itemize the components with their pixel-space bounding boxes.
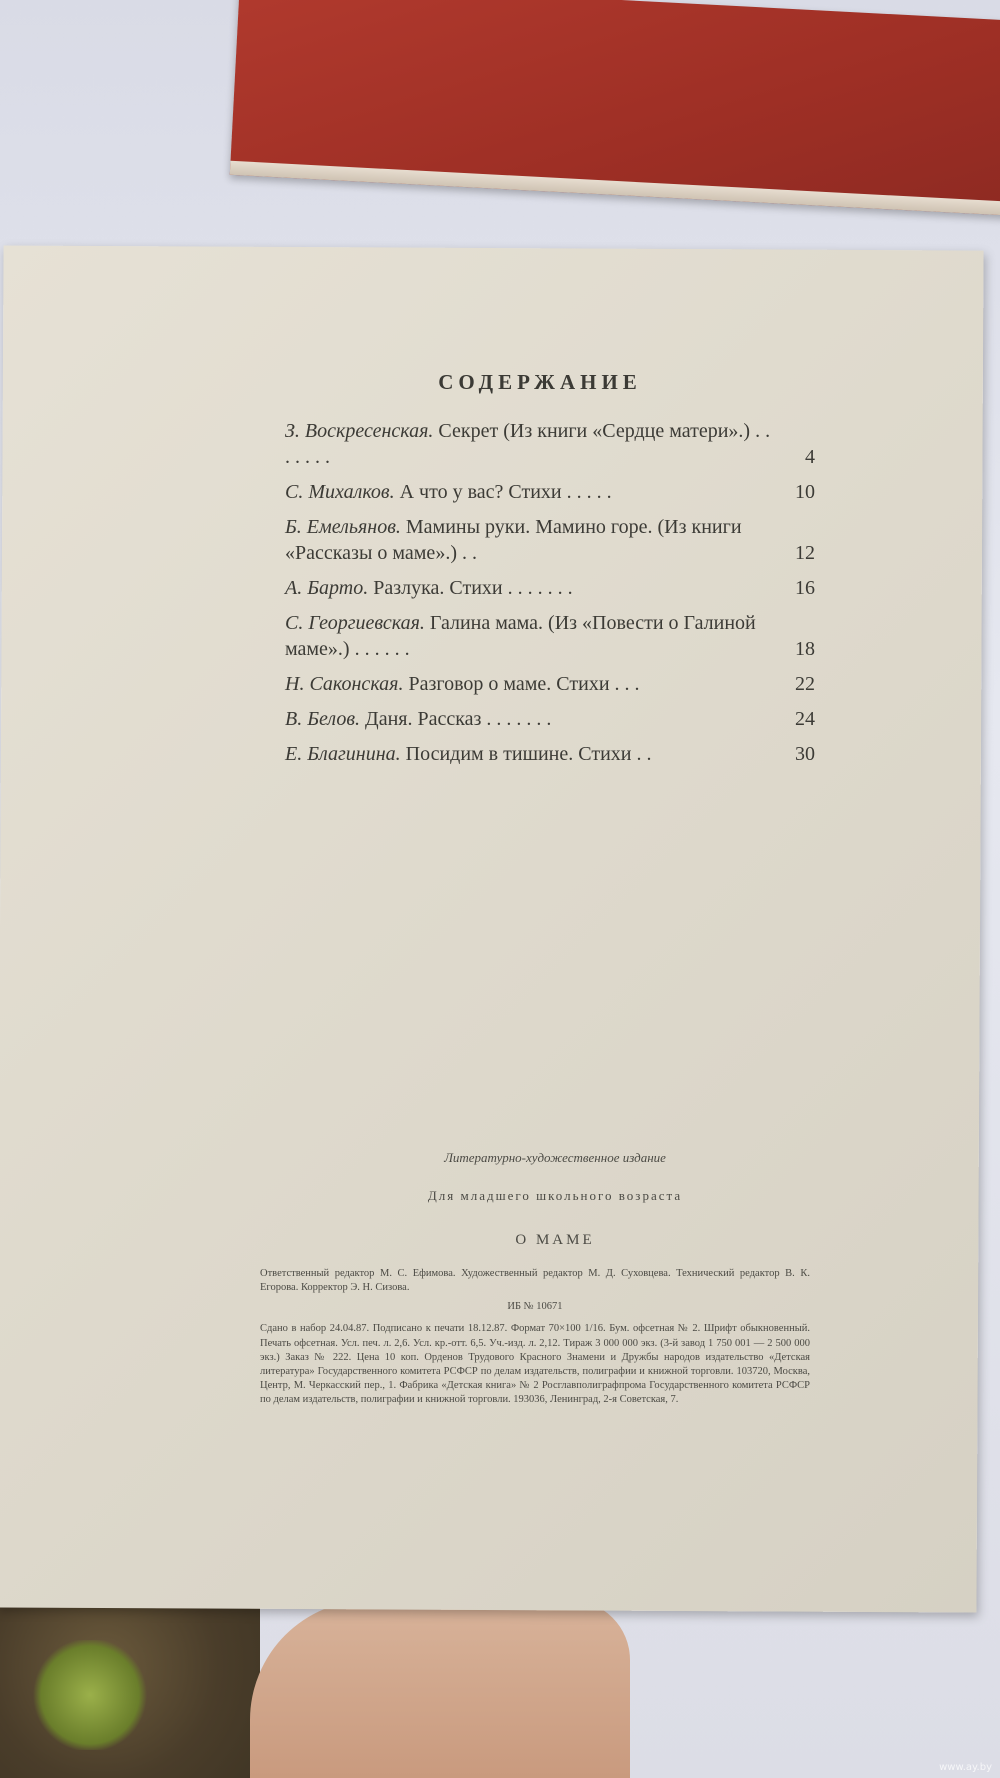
toc-entry: [285, 741, 815, 767]
toc-author: С. Михалков.: [285, 481, 395, 503]
book-title: О МАМЕ: [515, 1232, 595, 1248]
toc-entry-text: Даня. Рассказ . . . . . . .: [360, 708, 552, 730]
toc-page-number: 22: [795, 673, 815, 695]
toc-entry-text: Разговор о маме. Стихи . . .: [403, 673, 640, 695]
toc-entry: [285, 418, 815, 470]
toc-page-number: 24: [795, 708, 815, 730]
plant-background: [30, 1640, 150, 1750]
toc-author: С. Георгиевская.: [285, 612, 425, 634]
table-of-contents: [285, 418, 815, 776]
printing-details: Сдано в набор 24.04.87. Подписано к печати 18.12.87. Формат 70×100 1/16. Бум. офсетная № 2. Шрифт обыкновенный. Печать офсетная. Усл. печ. л. 2,6. Усл. кр.-отт. 6,5. Уч.-изд. л. 2,12. Тираж 3 000 000 экз. (3-й завод 1 750 001 — 2 500 000 экз.) Заказ № 222. Цена 10 коп. Орденов Трудового Красного Знамени и Дружбы народов издательство «Детская литература» Государственного комитета РСФСР по делам издательств, полиграфии и книжной торговли. 103720, Москва, Центр, М. Черкасский пер., 1. Фабрика «Детская книга» № 2 Росглавполиграфпрома Государственного комитета РСФСР по делам издательств, полиграфии и книжной торговли. 193036, Ленинград, 2-я Советская, 7.: [260, 1323, 810, 1406]
toc-entry-text: Секрет (Из книги «Сердце матери».) . . . . . . .: [285, 420, 771, 468]
toc-entry-text: Посидим в тишине. Стихи . .: [400, 743, 652, 765]
toc-entry-text: Разлука. Стихи . . . . . . .: [368, 577, 573, 599]
toc-author: В. Белов.: [285, 708, 361, 730]
toc-entry: [285, 671, 815, 697]
imprint-block: [260, 1150, 810, 1407]
toc-author: А. Барто.: [285, 577, 369, 599]
toc-title: СОДЕРЖАНИЕ: [438, 370, 642, 394]
edition-type: Литературно-художественное издание: [444, 1150, 666, 1165]
toc-page-number: 12: [795, 542, 815, 564]
toc-author: З. Воскресенская.: [285, 420, 434, 442]
toc-author: Б. Емельянов.: [285, 516, 401, 538]
toc-author: Е. Благинина.: [285, 743, 401, 765]
red-book-background: [230, 0, 1000, 216]
toc-entry-text: Мамины руки. Мамино горе. (Из книги «Рассказы о маме».) . .: [285, 516, 742, 564]
toc-page-number: 30: [795, 743, 815, 765]
toc-entry: [285, 575, 815, 601]
toc-page-number: 4: [805, 446, 815, 468]
toc-entry: [285, 610, 815, 662]
toc-entry: [285, 706, 815, 732]
toc-entry: [285, 479, 815, 505]
ib-number: ИБ № 10671: [507, 1301, 563, 1313]
editorial-staff: Ответственный редактор М. С. Ефимова. Художественный редактор М. Д. Суховцева. Технический редактор В. К. Егорова. Корректор Э. Н. Сизова.: [260, 1268, 810, 1294]
hand-background: [250, 1600, 630, 1778]
toc-page-number: 18: [795, 638, 815, 660]
toc-page-number: 16: [795, 577, 815, 599]
watermark: www.ay.by: [939, 1762, 992, 1773]
toc-entry: [285, 514, 815, 566]
toc-entry-text: А что у вас? Стихи . . . . .: [394, 481, 612, 503]
toc-page-number: 10: [795, 481, 815, 503]
age-group: Для младшего школьного возраста: [427, 1188, 683, 1203]
toc-entry-text: Галина мама. (Из «Повести о Галиной маме».) . . . . . .: [285, 612, 756, 660]
toc-author: Н. Саконская.: [285, 673, 404, 695]
